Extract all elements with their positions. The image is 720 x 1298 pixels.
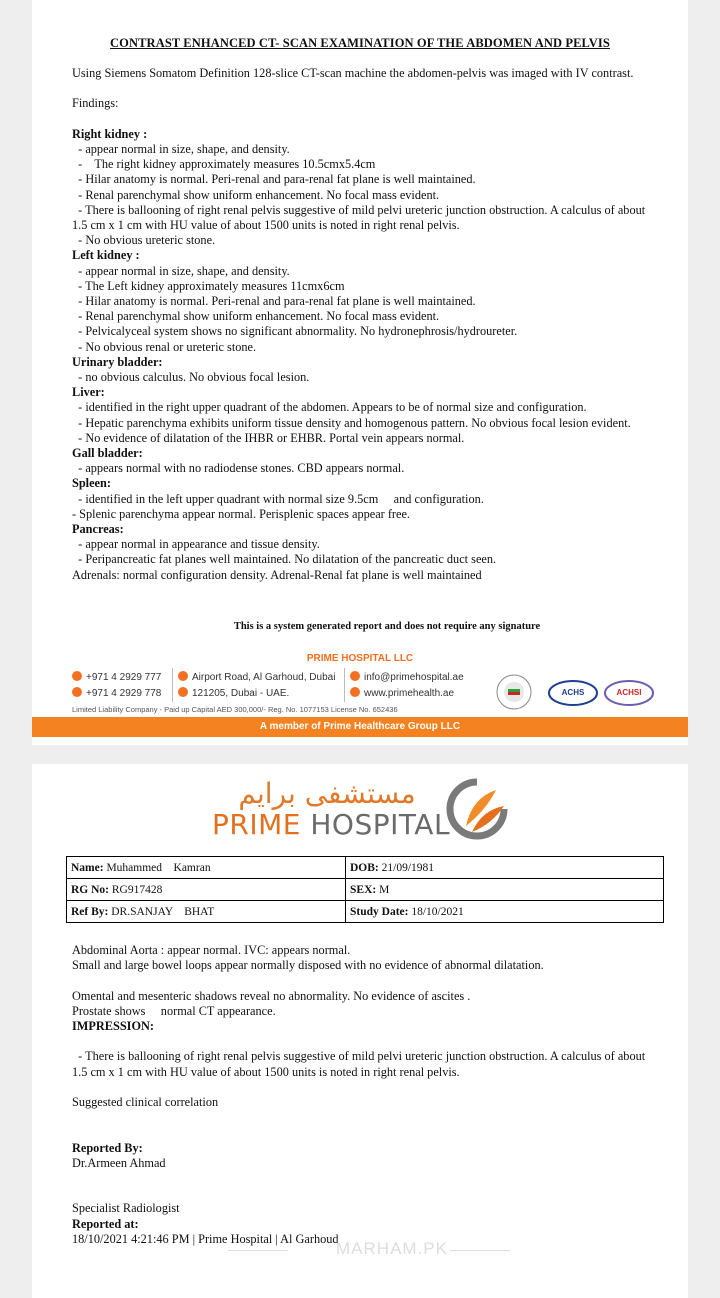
finding-line: - identified in the left upper quadrant with normal size 9.5cm and configuration. (72, 491, 484, 506)
system-note: This is a system generated report and does not require any signature (233, 621, 541, 632)
finding-line: - Renal parenchymal show uniform enhancement. No focal mass evident. (72, 309, 440, 324)
finding-line: - identified in the right upper quadrant of the abdomen. Appears to be of normal size and configuration. (72, 400, 587, 415)
finding-line: - No obvious renal or ureteric stone. (72, 339, 257, 354)
address-2: 121205, Dubai - UAE. (192, 688, 290, 699)
finding-line: - No obvious ureteric stone. (72, 233, 216, 248)
email-icon (350, 671, 360, 681)
finding-line: - appears normal with no radiodense stones. CBD appears normal. (72, 461, 405, 476)
footer-contact (350, 670, 464, 702)
finding-line: - Hepatic parenchyma exhibits uniform tissue density and homogenous pattern. No obvious focal lesion evident. (72, 415, 631, 430)
patient-rg-cell: RG No: RG917428 (67, 879, 346, 901)
section-heading: Gall bladder: (72, 446, 143, 461)
finding-line: - Hilar anatomy is normal. Peri-renal and para-renal fat plane is well maintained. (72, 172, 476, 187)
findings-label: Findings: (72, 96, 119, 111)
finding-line: - appear normal in appearance and tissue density. (72, 537, 320, 552)
finding-line: - no obvious calculus. No obvious focal lesion. (72, 370, 310, 385)
fax-icon (72, 687, 82, 697)
footer-member-bar: A member of Prime Healthcare Group LLC (32, 717, 688, 737)
aorta-text: Abdominal Aorta : appear normal. IVC: appears normal. (72, 943, 351, 957)
reported-by: Dr.Armeen Ahmad (72, 1155, 166, 1170)
designation: Specialist Radiologist (72, 1201, 180, 1216)
phone-1: +971 4 2929 777 (86, 672, 162, 683)
achsi-badge (604, 680, 654, 706)
address-1: Airport Road, Al Garhoud, Dubai (192, 672, 336, 683)
patient-info-table (66, 856, 664, 923)
footer-address (178, 670, 335, 702)
reported-by-label: Reported By: (72, 1140, 143, 1155)
finding-line: - The right kidney approximately measures 10.5cmx5.4cm (72, 157, 376, 172)
finding-line: - Renal parenchymal show uniform enhancement. No focal mass evident. (72, 187, 440, 202)
brand-part-2: HOSPITAL (310, 808, 451, 841)
dubai-quality-seal-icon (494, 672, 534, 712)
finding-line: - Hilar anatomy is normal. Peri-renal and para-renal fat plane is well maintained. (72, 294, 476, 309)
achs-label: ACHS (561, 688, 585, 697)
findings-sections (72, 127, 650, 583)
prostate-text: Prostate shows normal CT appearance. (72, 1003, 276, 1018)
finding-line: - Pelvicalyceal system shows no significant abnormality. No hydronephrosis/hydroureter. (72, 324, 518, 339)
section-heading: Urinary bladder: (72, 354, 163, 369)
watermark: MARHAM.PK (336, 1239, 448, 1258)
footer-legal: Limited Liability Company - Paid up Capital AED 300,000/- Reg. No. 1077153 License No. 652436 (72, 705, 398, 714)
section-heading: Right kidney : (72, 126, 148, 141)
finding-line: - appear normal in size, shape, and density. (72, 141, 290, 156)
study-date: 18/10/2021 (408, 905, 464, 918)
finding-line: - There is ballooning of right renal pelvis suggestive of mild pelvi ureteric junction obstruction. A calculus of about 1.5 cm x 1 cm with HU value of about 1500 units is noted in right renal pelvis. (72, 202, 649, 232)
patient-rg: RG917428 (109, 883, 163, 896)
achs-badge (548, 680, 598, 706)
section-heading: Liver: (72, 385, 105, 400)
reported-at-label: Reported at: (72, 1216, 139, 1231)
table-row (67, 879, 664, 901)
mail-box-icon (178, 687, 188, 697)
brand-logo-text (212, 808, 450, 841)
intro-text: Using Siemens Somatom Definition 128-slice CT-scan machine the abdomen-pelvis was imaged with IV contrast. (72, 66, 634, 80)
report-page-2 (32, 764, 688, 1298)
footer-divider (344, 668, 345, 702)
finding-line: - Splenic parenchyma appear normal. Perisplenic spaces appear free. (72, 506, 411, 521)
patient-name-cell: Name: Muhammed Kamran (67, 857, 346, 879)
footer-company: PRIME HOSPITAL LLC (306, 653, 414, 664)
location-icon (178, 671, 188, 681)
referrer-cell: Ref By: DR.SANJAY BHAT (67, 901, 346, 923)
finding-line: - appear normal in size, shape, and density. (72, 263, 290, 278)
finding-line: - No evidence of dilatation of the IHBR or EHBR. Portal vein appears normal. (72, 430, 465, 445)
globe-icon (350, 687, 360, 697)
table-row (67, 901, 664, 923)
referrer: DR.SANJAY BHAT (108, 905, 215, 918)
patient-dob: 21/09/1981 (378, 861, 435, 874)
prime-logo-icon (446, 776, 508, 844)
footer-email[interactable]: info@primehospital.ae (364, 672, 464, 683)
phone-icon (72, 671, 82, 681)
patient-name: Muhammed Kamran (103, 861, 211, 874)
report-page-1 (32, 0, 688, 745)
reported-at: 18/10/2021 4:21:46 PM | Prime Hospital | Al Garhoud (72, 1231, 339, 1246)
bowel-text: Small and large bowel loops appear normally disposed with no evidence of abnormal dilatation. (72, 958, 544, 973)
finding-line: - Peripancreatic fat planes well maintained. No dilatation of the pancreatic duct seen. (72, 552, 497, 567)
phone-2: +971 4 2929 778 (86, 688, 162, 699)
patient-sex-cell: SEX: M (346, 879, 664, 901)
suggestion-text: Suggested clinical correlation (72, 1094, 219, 1109)
watermark-line (450, 1250, 510, 1251)
table-row (67, 857, 664, 879)
section-heading: Pancreas: (72, 522, 124, 537)
patient-sex: M (376, 883, 390, 896)
section-heading: Left kidney : (72, 248, 140, 263)
finding-line: Adrenals: normal configuration density. Adrenal-Renal fat plane is well maintained (72, 567, 482, 582)
footer-divider (172, 668, 173, 702)
report-body-2 (72, 943, 650, 1247)
brand-arabic: مستشفى برايم (238, 777, 416, 810)
achsi-label: ACHSI (616, 688, 642, 697)
impression-label: IMPRESSION: (72, 1019, 154, 1033)
section-heading: Spleen: (72, 476, 111, 491)
study-date-cell: Study Date: 18/10/2021 (346, 901, 664, 923)
finding-line: - The Left kidney approximately measures 11cmx6cm (72, 278, 345, 293)
report-title: CONTRAST ENHANCED CT- SCAN EXAMINATION OF THE ABDOMEN AND PELVIS (110, 36, 610, 50)
omental-text: Omental and mesenteric shadows reveal no abnormality. No evidence of ascites . (72, 988, 471, 1003)
report-body (72, 66, 650, 583)
footer-phones (72, 670, 161, 702)
footer-website[interactable]: www.primehealth.ae (364, 688, 455, 699)
impression-text: - There is ballooning of right renal pelvis suggestive of mild pelvi ureteric junction obstruction. A calculus of about 1.5 cm x 1 cm with HU value of about 1500 units is noted in right renal pelvis. (72, 1049, 649, 1079)
patient-dob-cell: DOB: 21/09/1981 (346, 857, 664, 879)
brand-part-1: PRIME (212, 808, 301, 841)
